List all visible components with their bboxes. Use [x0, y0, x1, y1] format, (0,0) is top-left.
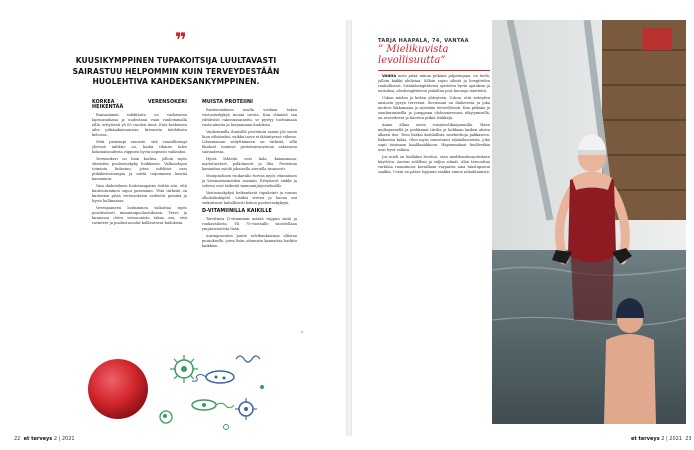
paragraph: Verenpaineen hoitaminen vaikuttaa myös positiivisesti immuunipuolustukseen. Terve ja kunnossa oleva verisuonisto takaa sen, että ravinteet ja puolustussolut kulkeutuvat kudoksiin.	[92, 206, 187, 225]
paragraph: Monipuolinen ruokavalio turvaa myös vitamiinien ja kivennäisaineiden saannin. Erityisesti sinkki ja seleeni ovat tärkeitä immuunijärjestelmälle.	[202, 174, 297, 188]
divider	[378, 70, 490, 71]
pull-quote: KUUSIKYMPPINEN TUPAKOITSIJA LUULTAVASTI SAIRASTUU HELPOMMIN KUIN TERVEYDESTÄÄN HUOLEHTIVA KAHDEKSANKYMPPINEN.	[72, 56, 280, 86]
right-article-column	[378, 74, 490, 177]
ice-swimming-photo	[492, 20, 686, 424]
bacteria-icon	[192, 371, 234, 383]
quote-mark-icon: ❞	[175, 28, 187, 52]
lead-word: VANHA	[382, 74, 397, 78]
red-sphere-icon	[88, 359, 148, 419]
squiggle-icon	[236, 356, 260, 362]
dot-icon	[224, 425, 229, 430]
lead-text: mies pitää minua pitkänä pilpattajana, en tiedä, jolloin kaikki ahdistaa. Silloin sujuu silmät ja hengittelen rauhallisesti. Sisäänhengittäessä ajattelen hyviä ajatuksia ja aurinkoa, uloshengittäessä puhallan pois huonoja mietteitä.	[378, 74, 490, 93]
paragraph: Hyviä lähteitä ovat kala, kananmuna, maitotuotteet, palkokasvit ja liha. Proteiinia kannattaa syödä jokaisella aterialla tasaisesti.	[202, 157, 297, 171]
article-column-2	[202, 100, 297, 251]
paragraph: Uskon mielen ja kehon yhteyteen. Uskon, että viiteyden ansiosta pysyn terveenä. Suvussani on diabetesta ja joka motivoi liikkumaan ja syömään terveellisesti. Kun pitkään ja sumbarunneilla ja jumppaan olohuoneessani eläytymisellä, on avovedessä ja kävelen pitkiä lenkkejä.	[378, 96, 490, 120]
red-barrel	[642, 28, 672, 50]
cell-icon	[160, 411, 172, 423]
page-number: 22	[14, 436, 21, 442]
bacteria-icon	[192, 400, 234, 410]
headline: ” Mielikuvista levollisuutta”	[378, 44, 449, 66]
magazine-title: et terveys	[23, 436, 53, 442]
magazine-title: et terveys	[631, 436, 660, 442]
section-heading: MUISTA PROTEIINI	[202, 100, 253, 105]
byline: TARJA HAAPALA, 74, VANTAA	[378, 38, 469, 44]
paragraph: Mitä pienempi ennuste, sitä vaarallisempi yleensä infektio on, koska tilanne tulee kokonaisuudesta riippuen hyvin nopeasti vaikeaksi.	[92, 140, 187, 154]
dot-icon	[260, 385, 264, 389]
paragraph: Vanhemmilla ihmisillä proteiinin saanti jää usein liian vähäiseksi, vaikka tarve ei ikääntyessä vähene. Lihasmassan säilyttäminen on tärkeää, sillä lihakset toimivat proteiinivarastona vakavassa sairaudessa.	[202, 130, 297, 154]
paragraph: Verensokeri on liian korkea, jolloin myös elimistön puolustuskyky heikkenee. Valkosolujen toiminta hidastuu, joten infektiot ovat pitkäkestoisempia ja niistä toipuminen kestää kauemmin.	[92, 157, 187, 181]
paragraph: Aamu alkaa usein ruisjuisolikaupunnilla. Haen multapernellä ja porkkanat tiirilta ja kokkaan kaiken alusta alkaen itse. Teen lisäksi kattilallisia sosekeittoja pakkaseen. Rakastan kalaa. Olen myös innostunut ryhmäkuvioista, joka sopii toisinaan kaalilaatikkoon. Hapanmakeat kuolleetkin ovat hyvä valinta.	[378, 123, 490, 152]
issue-number: 2 | 2021	[53, 436, 75, 442]
left-folio	[14, 436, 75, 442]
paragraph: Auringonvalon puute talvikuukausina altistaa puutokselle, joten lisän ottamista kannattaa harkita kaikkien.	[202, 234, 297, 248]
paragraph: Vain diabeteksen hoitotasapaino riittää sitä, että kuntoutuminen sujuu paremmin. Yhtä tärkeää on kuitenkin pitää verensokerin vaihtelut pieninä ja hyvin hallinnassa.	[92, 184, 187, 203]
virus-icon	[170, 355, 198, 383]
lead-paragraph	[378, 74, 490, 94]
section-heading: KORKEA VERENSOKERI HEIKENTÄÄ	[92, 100, 187, 110]
paragraph: Ravitsemuksen avulla voidaan tukea vastustuskykyä monin tavoin. Kun elimistö saa riittävästi rakennusaineita, se pystyy tuottamaan vasta-aineita ja korjaamaan kudoksia.	[202, 108, 297, 127]
section-subheading: D-VITAMIINILLA KAIKILLE	[202, 209, 272, 214]
virus-icon	[235, 398, 257, 420]
paragraph: Runsaimmin infektioita on varhaisena lapsuusaikana ja uudestaan vaan vanhemmalla iällä, erityisesti yli 65 vuoden iässä. Eräs keskeinen aihe pitkäaikaissairaus; kroonista tulehdusta kehossa.	[92, 113, 187, 137]
paragraph: Jos mieli on liiallakin levoton, otan mielikuvaharjoituksen käyttöön. Asetun selälleni ja suljen silmät. Alan tervouttaa varfalaa ruumiinosa kerrallaan varpaista aina hiustupsuun saakka. Usein en pääse loppuun saakka ennen nukahtamista.	[378, 155, 490, 174]
right-folio	[631, 436, 692, 442]
paragraph: Tarvittava D-vitamiinin määrä riippuu iästä ja ruokavaliosta. Yli 75-vuotiaille suositellaan ympärivuotista lisää.	[202, 217, 297, 231]
issue-number: 2 | 2021	[661, 436, 683, 442]
page-number: 23	[685, 436, 692, 442]
immune-illustration	[86, 347, 276, 437]
paragraph: Vastustuskykyä heikentävät tupakointi ja runsas alkoholinkäyttö. Lisäksi stressi ja huono uni vaikuttavat haitallisesti kehon puolustuskykyyn.	[202, 191, 297, 205]
end-mark: »	[301, 329, 304, 334]
article-column-1	[92, 100, 187, 228]
